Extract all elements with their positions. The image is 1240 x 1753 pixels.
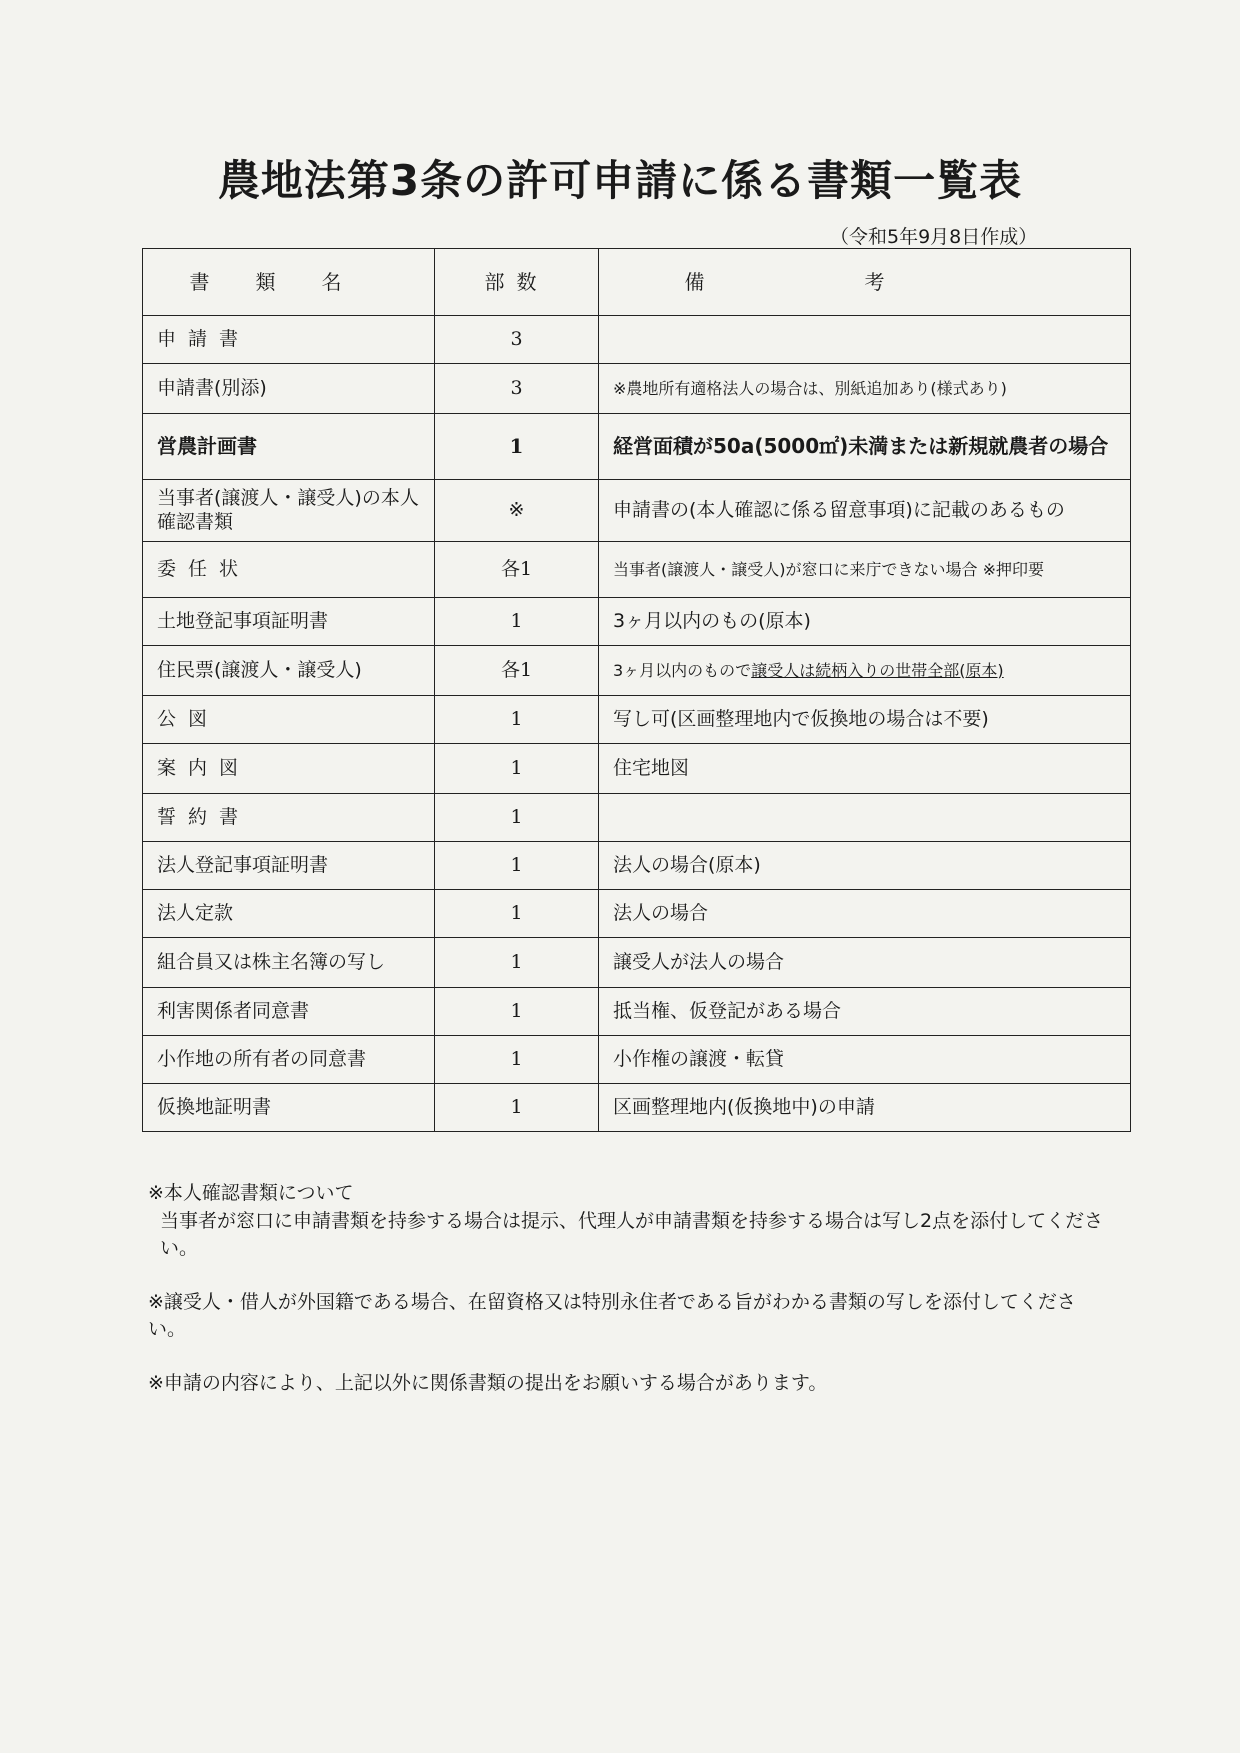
- row-name: 誓約書: [143, 794, 435, 842]
- row-note-prefix: 3ヶ月以内のもので: [613, 660, 752, 680]
- row-name: 委任状: [143, 542, 435, 598]
- row-note: [599, 794, 1131, 842]
- documents-table: [142, 248, 1131, 1132]
- row-note: ※農地所有適格法人の場合は、別紙追加あり(様式あり): [599, 364, 1131, 414]
- row-name: 住民票(譲渡人・譲受人): [143, 646, 435, 696]
- row-note: 譲受人が法人の場合: [599, 938, 1131, 988]
- header-copies: 部数: [435, 249, 599, 316]
- row-name: 申請書: [143, 316, 435, 364]
- row-count: 1: [435, 744, 599, 794]
- row-note: 3ヶ月以内のもの(原本): [599, 598, 1131, 646]
- row-name: 小作地の所有者の同意書: [143, 1036, 435, 1084]
- table-row: [143, 598, 1131, 646]
- row-note: 抵当権、仮登記がある場合: [599, 988, 1131, 1036]
- row-count: 1: [435, 598, 599, 646]
- table-row: [143, 364, 1131, 414]
- table-row: [143, 1036, 1131, 1084]
- row-name: 法人登記事項証明書: [143, 842, 435, 890]
- row-count: 1: [435, 988, 599, 1036]
- row-count: 3: [435, 364, 599, 414]
- row-count: 1: [435, 1084, 599, 1132]
- table-row: [143, 938, 1131, 988]
- table-row: [143, 316, 1131, 364]
- table-row: [143, 646, 1131, 696]
- row-note: 申請書の(本人確認に係る留意事項)に記載のあるもの: [599, 480, 1131, 542]
- table-row: [143, 414, 1131, 480]
- table-row: [143, 480, 1131, 542]
- header-remarks: 備考: [599, 249, 1131, 316]
- row-count: 1: [435, 890, 599, 938]
- footnotes: [148, 1180, 1108, 1423]
- header-document-name: 書類名: [143, 249, 435, 316]
- row-name: 案内図: [143, 744, 435, 794]
- footnote: [148, 1370, 1108, 1398]
- footnote-body: ※申請の内容により、上記以外に関係書類の提出をお願いする場合があります。: [148, 1371, 828, 1394]
- row-name: 土地登記事項証明書: [143, 598, 435, 646]
- row-count: 1: [435, 842, 599, 890]
- footnote-body: ※譲受人・借人が外国籍である場合、在留資格又は特別永住者である旨がわかる書類の写しを添付してください。: [148, 1290, 1076, 1341]
- table-row: [143, 842, 1131, 890]
- row-note-underlined: 譲受人は続柄入りの世帯全部(原本): [751, 660, 1004, 680]
- row-note: 法人の場合: [599, 890, 1131, 938]
- footnote-heading: ※本人確認書類について: [148, 1182, 354, 1204]
- row-name: 組合員又は株主名簿の写し: [143, 938, 435, 988]
- footnote-body: 当事者が窓口に申請書類を持参する場合は提示、代理人が申請書類を持参する場合は写し2点を添付してください。: [160, 1209, 1104, 1260]
- footnote: [148, 1180, 1108, 1263]
- row-name: 法人定款: [143, 890, 435, 938]
- table-row: [143, 744, 1131, 794]
- table-row: [143, 1084, 1131, 1132]
- row-count: 1: [435, 414, 599, 480]
- table-row: [143, 890, 1131, 938]
- row-count: 各1: [435, 646, 599, 696]
- row-count: 1: [435, 938, 599, 988]
- row-name: 利害関係者同意書: [143, 988, 435, 1036]
- row-count: 各1: [435, 542, 599, 598]
- footnote: [148, 1289, 1108, 1344]
- row-count: ※: [435, 480, 599, 542]
- row-name: 申請書(別添): [143, 364, 435, 414]
- table-row: [143, 988, 1131, 1036]
- row-count: 1: [435, 1036, 599, 1084]
- row-count: 1: [435, 794, 599, 842]
- table-row: [143, 696, 1131, 744]
- row-note: 住宅地図: [599, 744, 1131, 794]
- table-row: [143, 794, 1131, 842]
- page-title: 農地法第3条の許可申請に係る書類一覧表: [217, 156, 1023, 205]
- row-note: 経営面積が50a(5000㎡)未満または新規就農者の場合: [599, 414, 1131, 480]
- row-name: 営農計画書: [143, 414, 435, 480]
- row-name: 公図: [143, 696, 435, 744]
- row-note: 写し可(区画整理地内で仮換地の場合は不要): [599, 696, 1131, 744]
- row-note: [599, 646, 1131, 696]
- table-row: [143, 542, 1131, 598]
- row-note: 当事者(譲渡人・譲受人)が窓口に来庁できない場合 ※押印要: [599, 542, 1131, 598]
- row-name: 仮換地証明書: [143, 1084, 435, 1132]
- row-note: 法人の場合(原本): [599, 842, 1131, 890]
- row-count: 3: [435, 316, 599, 364]
- creation-date: （令和5年9月8日作成）: [830, 226, 1038, 248]
- row-note: 小作権の譲渡・転貸: [599, 1036, 1131, 1084]
- row-count: 1: [435, 696, 599, 744]
- table-header-row: [143, 249, 1131, 316]
- row-name: 当事者(譲渡人・譲受人)の本人確認書類: [143, 480, 435, 542]
- row-note: [599, 316, 1131, 364]
- row-note: 区画整理地内(仮換地中)の申請: [599, 1084, 1131, 1132]
